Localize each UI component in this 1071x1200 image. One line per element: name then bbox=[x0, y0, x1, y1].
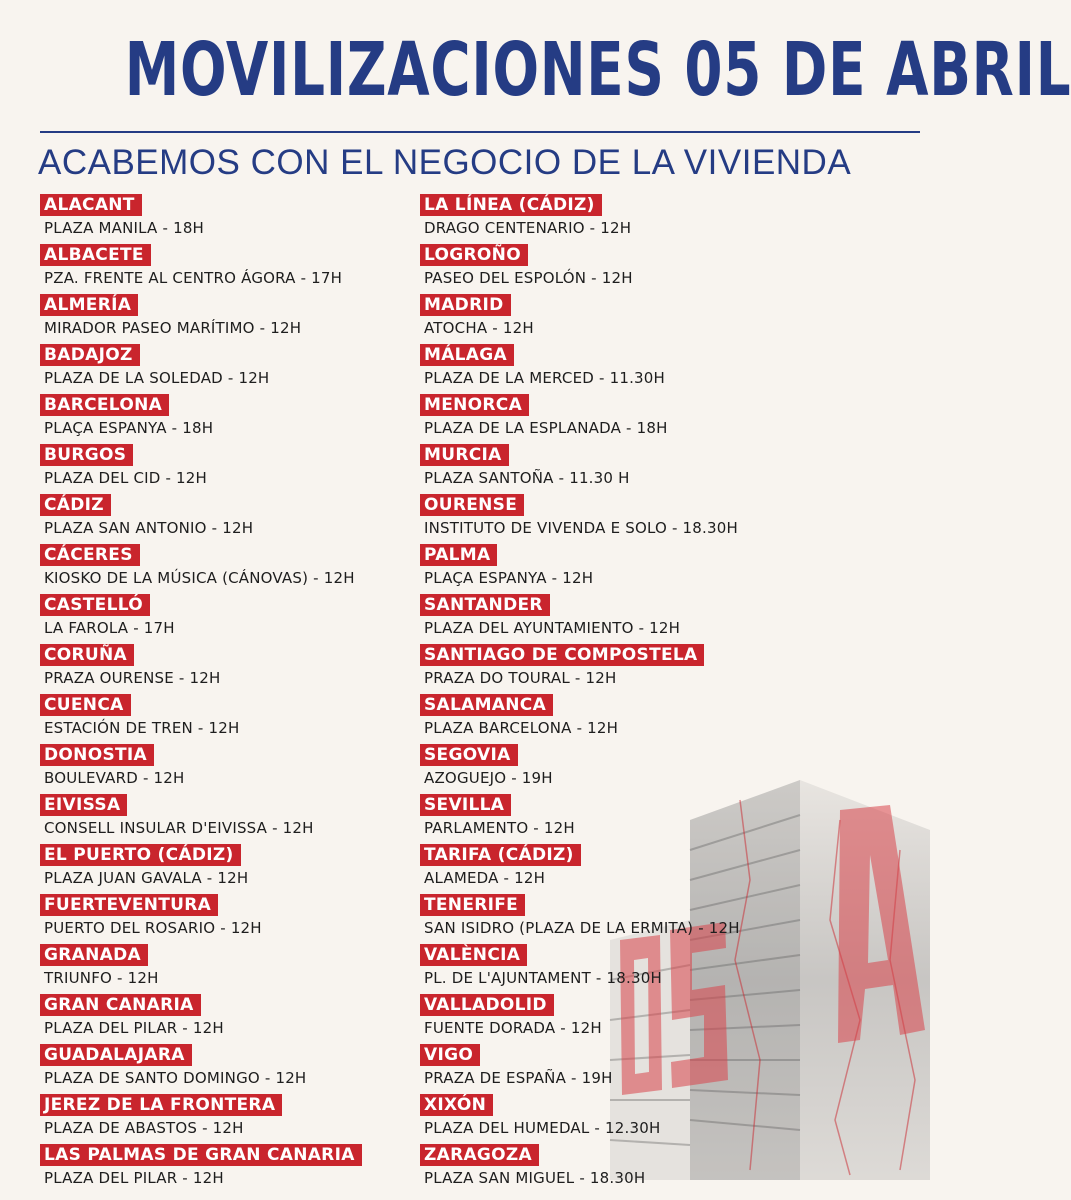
location-time: PLAZA SAN MIGUEL - 18.30H bbox=[424, 1169, 646, 1187]
list-item bbox=[40, 1144, 480, 1194]
location-time: ESTACIÓN DE TREN - 12H bbox=[44, 719, 240, 737]
location-time: PLAZA DE LA SOLEDAD - 12H bbox=[44, 369, 270, 387]
location-time: PL. DE L'AJUNTAMENT - 18.30H bbox=[424, 969, 662, 987]
list-item bbox=[420, 894, 860, 944]
list-item bbox=[420, 594, 860, 644]
city-label: LOGROÑO bbox=[420, 244, 528, 266]
location-time: ATOCHA - 12H bbox=[424, 319, 534, 337]
location-time: PARLAMENTO - 12H bbox=[424, 819, 575, 837]
location-time: PLAZA SANTOÑA - 11.30 H bbox=[424, 469, 630, 487]
list-item bbox=[420, 244, 860, 294]
list-item bbox=[40, 294, 480, 344]
location-time: INSTITUTO DE VIVENDA E SOLO - 18.30H bbox=[424, 519, 738, 537]
city-label: TARIFA (CÁDIZ) bbox=[420, 844, 581, 866]
location-time: CONSELL INSULAR D'EIVISSA - 12H bbox=[44, 819, 314, 837]
city-label: GRAN CANARIA bbox=[40, 994, 201, 1016]
city-label: BURGOS bbox=[40, 444, 133, 466]
city-label: MADRID bbox=[420, 294, 511, 316]
page-title: MOVILIZACIONES 05 DE ABRIL bbox=[124, 27, 1071, 113]
location-time: TRIUNFO - 12H bbox=[44, 969, 159, 987]
title-divider bbox=[40, 131, 920, 133]
city-label: CUENCA bbox=[40, 694, 131, 716]
list-item bbox=[40, 694, 480, 744]
list-item bbox=[40, 1044, 480, 1094]
location-time: DRAGO CENTENARIO - 12H bbox=[424, 219, 632, 237]
city-label: ALMERÍA bbox=[40, 294, 138, 316]
city-label: OURENSE bbox=[420, 494, 524, 516]
list-item bbox=[420, 844, 860, 894]
location-time: PUERTO DEL ROSARIO - 12H bbox=[44, 919, 262, 937]
list-item bbox=[40, 344, 480, 394]
list-item bbox=[420, 494, 860, 544]
city-label: LA LÍNEA (CÁDIZ) bbox=[420, 194, 602, 216]
list-item bbox=[420, 744, 860, 794]
location-time: AZOGUEJO - 19H bbox=[424, 769, 553, 787]
city-label: VIGO bbox=[420, 1044, 480, 1066]
location-time: PLAZA DEL HUMEDAL - 12.30H bbox=[424, 1119, 661, 1137]
city-label: CORUÑA bbox=[40, 644, 134, 666]
city-label: PALMA bbox=[420, 544, 497, 566]
list-item bbox=[40, 1094, 480, 1144]
city-label: TENERIFE bbox=[420, 894, 525, 916]
list-item bbox=[420, 344, 860, 394]
list-item bbox=[420, 394, 860, 444]
city-label: ALBACETE bbox=[40, 244, 151, 266]
list-item bbox=[420, 644, 860, 694]
location-time: PRAZA OURENSE - 12H bbox=[44, 669, 221, 687]
location-time: PZA. FRENTE AL CENTRO ÁGORA - 17H bbox=[44, 269, 343, 287]
city-label: SANTANDER bbox=[420, 594, 550, 616]
city-label: SANTIAGO DE COMPOSTELA bbox=[420, 644, 704, 666]
list-item bbox=[40, 644, 480, 694]
location-time: PLAZA BARCELONA - 12H bbox=[424, 719, 619, 737]
location-time: PLAZA DEL PILAR - 12H bbox=[44, 1169, 224, 1187]
list-item bbox=[40, 894, 480, 944]
list-item bbox=[40, 444, 480, 494]
location-time: PLAZA DEL CID - 12H bbox=[44, 469, 208, 487]
location-time: PLAZA DE SANTO DOMINGO - 12H bbox=[44, 1069, 307, 1087]
location-time: PLAZA SAN ANTONIO - 12H bbox=[44, 519, 254, 537]
list-item bbox=[420, 444, 860, 494]
city-label: BARCELONA bbox=[40, 394, 169, 416]
location-time: ALAMEDA - 12H bbox=[424, 869, 546, 887]
location-time: PLAZA DE LA MERCED - 11.30H bbox=[424, 369, 666, 387]
location-time: FUENTE DORADA - 12H bbox=[424, 1019, 602, 1037]
list-item bbox=[40, 744, 480, 794]
location-time: PLAÇA ESPANYA - 12H bbox=[424, 569, 594, 587]
city-label: VALÈNCIA bbox=[420, 944, 527, 966]
city-label: VALLADOLID bbox=[420, 994, 554, 1016]
location-time: PLAZA MANILA - 18H bbox=[44, 219, 205, 237]
city-label: EL PUERTO (CÁDIZ) bbox=[40, 844, 241, 866]
city-label: CÁDIZ bbox=[40, 494, 111, 516]
location-time: PLAZA DE ABASTOS - 12H bbox=[44, 1119, 244, 1137]
city-label: FUERTEVENTURA bbox=[40, 894, 218, 916]
city-label: XIXÓN bbox=[420, 1094, 493, 1116]
list-item bbox=[40, 494, 480, 544]
city-label: SEVILLA bbox=[420, 794, 511, 816]
location-time: PLAÇA ESPANYA - 18H bbox=[44, 419, 214, 437]
list-item bbox=[420, 694, 860, 744]
city-label: ALACANT bbox=[40, 194, 142, 216]
city-label: SALAMANCA bbox=[420, 694, 553, 716]
city-label: CÁCERES bbox=[40, 544, 140, 566]
location-time: LA FAROLA - 17H bbox=[44, 619, 175, 637]
list-item bbox=[420, 794, 860, 844]
city-label: MÁLAGA bbox=[420, 344, 514, 366]
location-time: MIRADOR PASEO MARÍTIMO - 12H bbox=[44, 319, 302, 337]
location-time: PLAZA JUAN GAVALA - 12H bbox=[44, 869, 249, 887]
list-item bbox=[420, 1044, 860, 1094]
city-label: GRANADA bbox=[40, 944, 148, 966]
list-item bbox=[40, 194, 480, 244]
page-subtitle: ACABEMOS CON EL NEGOCIO DE LA VIVIENDA bbox=[38, 143, 852, 182]
city-label: EIVISSA bbox=[40, 794, 127, 816]
location-time: SAN ISIDRO (PLAZA DE LA ERMITA) - 12H bbox=[424, 919, 740, 937]
city-label: MENORCA bbox=[420, 394, 529, 416]
location-time: PLAZA DEL AYUNTAMIENTO - 12H bbox=[424, 619, 681, 637]
location-time: PRAZA DE ESPAÑA - 19H bbox=[424, 1069, 613, 1087]
list-item bbox=[420, 294, 860, 344]
city-label: BADAJOZ bbox=[40, 344, 140, 366]
location-time: KIOSKO DE LA MÚSICA (CÁNOVAS) - 12H bbox=[44, 569, 355, 587]
list-item bbox=[40, 544, 480, 594]
location-time: BOULEVARD - 12H bbox=[44, 769, 185, 787]
list-item bbox=[40, 994, 480, 1044]
city-label: SEGOVIA bbox=[420, 744, 518, 766]
list-item bbox=[420, 944, 860, 994]
list-item bbox=[40, 844, 480, 894]
city-label: MURCIA bbox=[420, 444, 509, 466]
list-item bbox=[420, 994, 860, 1044]
location-time: PRAZA DO TOURAL - 12H bbox=[424, 669, 617, 687]
location-time: PLAZA DEL PILAR - 12H bbox=[44, 1019, 224, 1037]
city-label: DONOSTIA bbox=[40, 744, 154, 766]
city-label: JEREZ DE LA FRONTERA bbox=[40, 1094, 282, 1116]
location-time: PASEO DEL ESPOLÓN - 12H bbox=[424, 269, 633, 287]
list-item bbox=[420, 544, 860, 594]
list-item bbox=[40, 594, 480, 644]
city-label: LAS PALMAS DE GRAN CANARIA bbox=[40, 1144, 362, 1166]
list-item bbox=[420, 1144, 860, 1194]
list-item bbox=[40, 244, 480, 294]
list-item bbox=[420, 1094, 860, 1144]
list-item bbox=[40, 394, 480, 444]
list-item bbox=[40, 794, 480, 844]
left-column bbox=[40, 194, 480, 1194]
list-item bbox=[40, 944, 480, 994]
right-column bbox=[420, 194, 860, 1194]
city-label: GUADALAJARA bbox=[40, 1044, 192, 1066]
list-item bbox=[420, 194, 860, 244]
location-time: PLAZA DE LA ESPLANADA - 18H bbox=[424, 419, 668, 437]
city-label: ZARAGOZA bbox=[420, 1144, 539, 1166]
city-label: CASTELLÓ bbox=[40, 594, 150, 616]
